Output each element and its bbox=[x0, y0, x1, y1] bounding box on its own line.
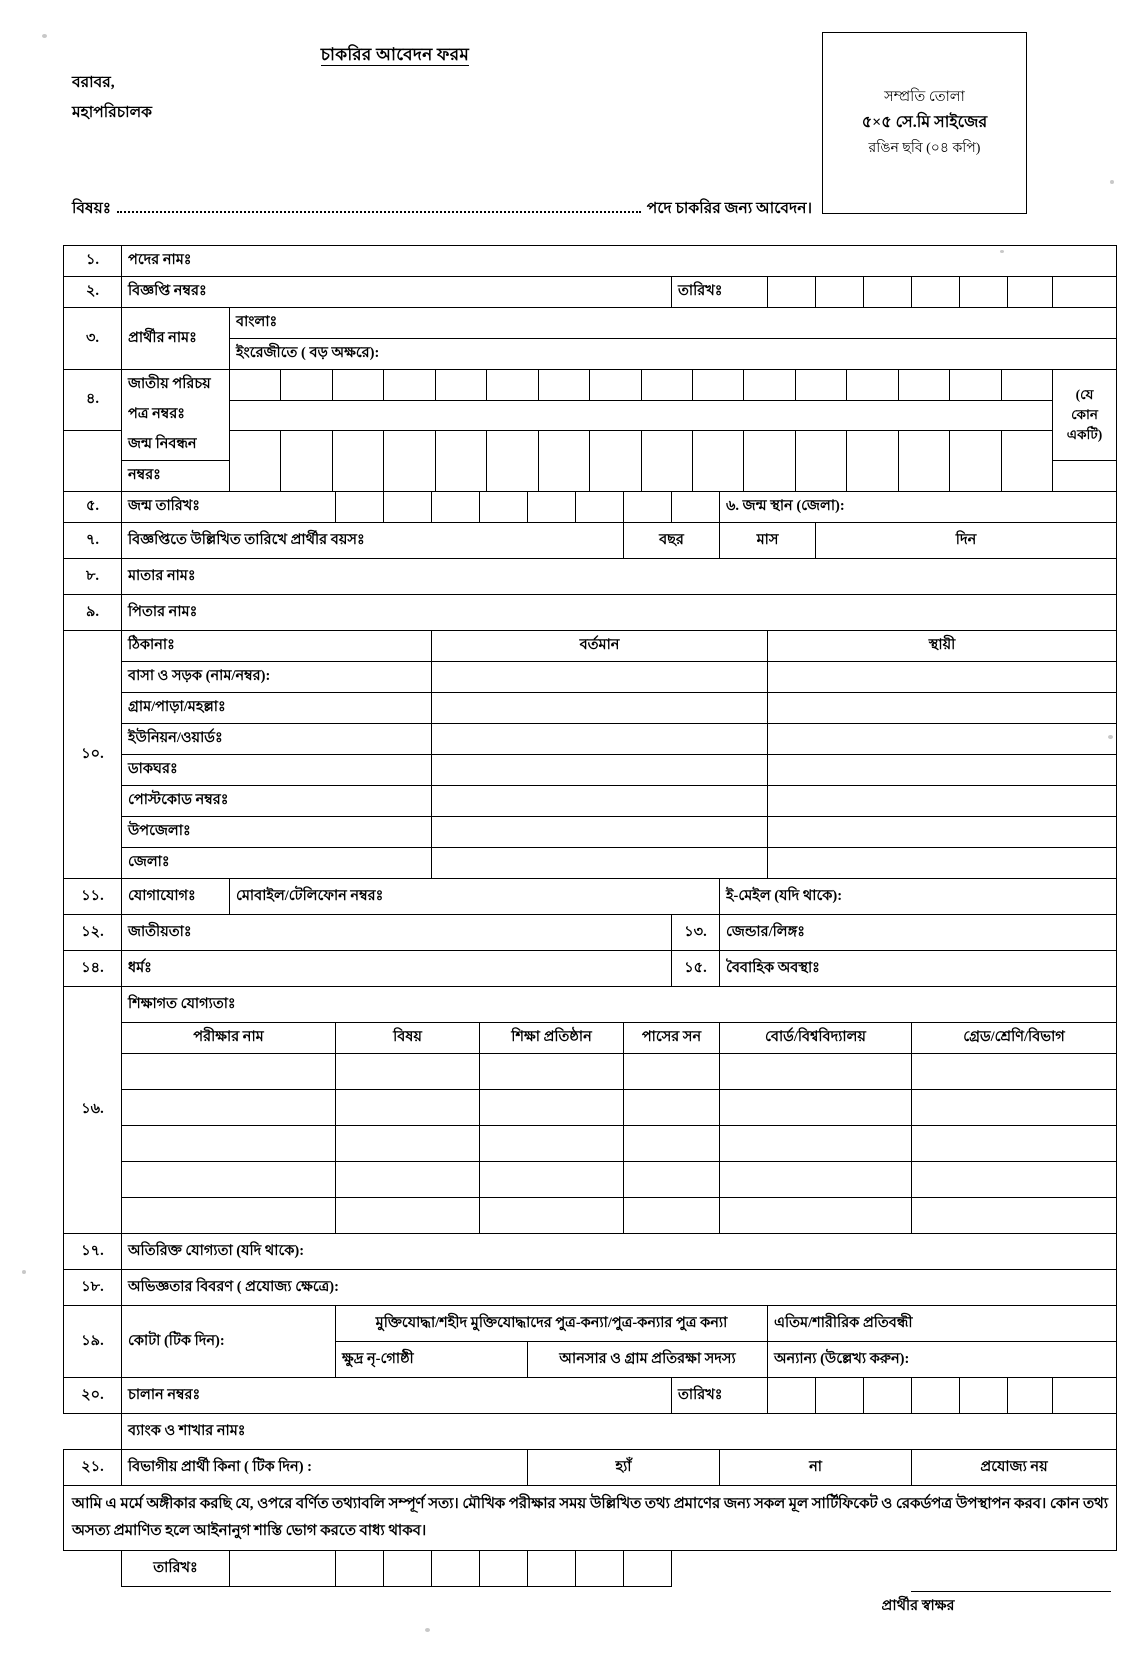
religion-field[interactable]: ধর্মঃ bbox=[122, 951, 672, 987]
email-field[interactable]: ই-মেইল (যদি থাকে): bbox=[720, 879, 1117, 915]
quota-option-other[interactable]: অন্যান্য (উল্লেখ্য করুন): bbox=[768, 1342, 1117, 1378]
education-col-subject: বিষয় bbox=[336, 1023, 480, 1054]
education-cell-passing-year[interactable] bbox=[624, 1198, 720, 1234]
education-cell-passing-year[interactable] bbox=[624, 1090, 720, 1126]
row-3-number: ৩. bbox=[64, 308, 122, 370]
education-col-exam: পরীক্ষার নাম bbox=[122, 1023, 336, 1054]
age-year-label: বছর bbox=[624, 523, 720, 559]
scan-speck bbox=[42, 34, 47, 38]
scan-speck bbox=[22, 1270, 26, 1274]
row-7-number: ৭. bbox=[64, 523, 122, 559]
departmental-option-yes[interactable]: হ্যাঁ bbox=[528, 1450, 720, 1486]
row-address-house bbox=[64, 662, 1117, 693]
addressee-line-1: বরাবর, bbox=[72, 74, 115, 91]
row-declaration bbox=[64, 1486, 1117, 1551]
row-17-number: ১৭. bbox=[64, 1234, 122, 1270]
challan-date-box[interactable] bbox=[816, 1378, 864, 1414]
education-cell-subject[interactable] bbox=[336, 1198, 480, 1234]
row-address-union bbox=[64, 724, 1117, 755]
challan-date-box[interactable] bbox=[768, 1378, 816, 1414]
page-title-text: চাকরির আবেদন ফরম bbox=[320, 45, 470, 64]
education-cell-exam[interactable] bbox=[122, 1090, 336, 1126]
either-one-note-line-2: কোন bbox=[1071, 407, 1098, 422]
row-1-number: ১. bbox=[64, 246, 122, 277]
address-label: ঠিকানাঃ bbox=[122, 631, 432, 662]
row-father-name bbox=[64, 595, 1117, 631]
address-present-value[interactable] bbox=[432, 693, 768, 724]
dob-box[interactable] bbox=[624, 492, 672, 523]
row-nationality-gender bbox=[64, 915, 1117, 951]
quota-option-orphan-disabled[interactable]: এতিম/শারীরিক প্রতিবন্ধী bbox=[768, 1306, 1117, 1342]
education-cell-board[interactable] bbox=[720, 1054, 912, 1090]
row-21-number: ২১. bbox=[64, 1450, 122, 1486]
row-address-district bbox=[64, 848, 1117, 879]
mobile-field[interactable]: মোবাইল/টেলিফোন নম্বরঃ bbox=[230, 879, 720, 915]
declaration-date-spacer bbox=[672, 1551, 1117, 1587]
declaration-date-box[interactable] bbox=[432, 1551, 480, 1587]
education-cell-passing-year[interactable] bbox=[624, 1162, 720, 1198]
education-cell-grade[interactable] bbox=[912, 1054, 1117, 1090]
education-cell-board[interactable] bbox=[720, 1198, 912, 1234]
row-13-number: ১৩. bbox=[672, 915, 720, 951]
education-table-row bbox=[64, 1162, 1117, 1198]
declaration-date-box[interactable] bbox=[480, 1551, 528, 1587]
contact-label: যোগাযোগঃ bbox=[122, 879, 230, 915]
education-cell-subject[interactable] bbox=[336, 1054, 480, 1090]
age-day-label: দিন bbox=[816, 523, 1117, 559]
address-sub-label: পোস্টকোড নম্বরঃ bbox=[122, 786, 432, 817]
dob-box[interactable] bbox=[528, 492, 576, 523]
gender-field[interactable]: জেন্ডার/লিঙ্গঃ bbox=[720, 915, 1117, 951]
education-col-board: বোর্ড/বিশ্ববিদ্যালয় bbox=[720, 1023, 912, 1054]
row-signature bbox=[64, 1587, 1117, 1623]
photo-line-2: ৫×৫ সে.মি সাইজের bbox=[861, 114, 988, 131]
row-education-heading bbox=[64, 987, 1117, 1023]
address-sub-label: ডাকঘরঃ bbox=[122, 755, 432, 786]
row-16-number: ১৬. bbox=[64, 987, 122, 1234]
row-address-header bbox=[64, 631, 1117, 662]
row-additional-qualification bbox=[64, 1234, 1117, 1270]
applicant-name-english-field[interactable]: ইংরেজীতে ( বড় অক্ষরে): bbox=[230, 339, 1117, 370]
row-departmental-candidate bbox=[64, 1450, 1117, 1486]
nid-number-boxes[interactable] bbox=[230, 370, 1053, 401]
dob-box[interactable] bbox=[432, 492, 480, 523]
row-post-name bbox=[64, 246, 1117, 277]
addressee-block bbox=[72, 68, 152, 128]
age-month-label: মাস bbox=[720, 523, 816, 559]
education-table-row bbox=[64, 1126, 1117, 1162]
signature-label: প্রার্থীর স্বাক্ষর bbox=[881, 1597, 955, 1614]
challan-date-box[interactable] bbox=[864, 1378, 912, 1414]
birth-reg-number-boxes[interactable] bbox=[230, 430, 1053, 492]
education-cell-passing-year[interactable] bbox=[624, 1054, 720, 1090]
row-5-number: ৫. bbox=[64, 492, 122, 523]
nationality-field[interactable]: জাতীয়তাঃ bbox=[122, 915, 672, 951]
mother-name-field[interactable]: মাতার নামঃ bbox=[122, 559, 1117, 595]
row-experience bbox=[64, 1270, 1117, 1306]
row-20-number: ২০. bbox=[64, 1378, 122, 1414]
education-cell-subject[interactable] bbox=[336, 1126, 480, 1162]
applicant-name-label: প্রার্থীর নামঃ bbox=[122, 308, 230, 370]
address-permanent-value[interactable] bbox=[768, 755, 1117, 786]
subject-input-dots[interactable] bbox=[117, 199, 641, 213]
address-sub-label: ইউনিয়ন/ওয়ার্ডঃ bbox=[122, 724, 432, 755]
subject-label: বিষয়ঃ bbox=[72, 200, 112, 217]
education-cell-exam[interactable] bbox=[122, 1054, 336, 1090]
education-cell-subject[interactable] bbox=[336, 1090, 480, 1126]
row-address-postcode bbox=[64, 786, 1117, 817]
address-sub-label: গ্রাম/পাড়া/মহল্লাঃ bbox=[122, 693, 432, 724]
row-name-bangla bbox=[64, 308, 1117, 339]
address-present-value[interactable] bbox=[432, 848, 768, 879]
row-19-number: ১৯. bbox=[64, 1306, 122, 1378]
bank-branch-field[interactable]: ব্যাংক ও শাখার নামঃ bbox=[122, 1414, 1117, 1450]
declaration-text: আমি এ মর্মে অঙ্গীকার করছি যে, ওপরে বর্ণিত তথ্যাবলি সম্পূর্ণ সত্য। মৌখিক পরীক্ষার সময় উল্লিখিত তথ্য প্রমাণের জন্য সকল মূল সার্টিফিকেট ও রেকর্ডপত্র উপস্থাপন করব। কোন তথ্য অসত্য প্রমাণিত হলে আইনানুগ শাস্তি ভোগ করতে বাধ্য থাকব। bbox=[64, 1486, 1117, 1551]
circular-date-box[interactable] bbox=[816, 277, 864, 308]
circular-date-box[interactable] bbox=[1008, 277, 1053, 308]
education-heading-label: শিক্ষাগত যোগ্যতাঃ bbox=[122, 987, 1117, 1023]
photo-line-1: সম্প্রতি তোলা bbox=[884, 89, 965, 105]
dob-label: জন্ম তারিখঃ bbox=[122, 492, 336, 523]
scan-speck bbox=[425, 1628, 430, 1632]
applicant-signature-area[interactable] bbox=[720, 1587, 1117, 1623]
declaration-date-box[interactable] bbox=[576, 1551, 624, 1587]
row-mother-name bbox=[64, 559, 1117, 595]
education-col-passing-year: পাসের সন bbox=[624, 1023, 720, 1054]
row-2-number: ২. bbox=[64, 277, 122, 308]
row-nid-number bbox=[64, 370, 1117, 401]
education-cell-passing-year[interactable] bbox=[624, 1126, 720, 1162]
address-permanent-value[interactable] bbox=[768, 848, 1117, 879]
row-religion-marital bbox=[64, 951, 1117, 987]
row-bank-branch bbox=[64, 1414, 1117, 1450]
photo-line-3: রঙিন ছবি (০৪ কপি) bbox=[868, 141, 981, 156]
page-title bbox=[0, 42, 790, 70]
row-challan bbox=[64, 1378, 1117, 1414]
education-cell-board[interactable] bbox=[720, 1126, 912, 1162]
either-one-note-spacer bbox=[1053, 461, 1117, 492]
row-nid-label-cont bbox=[64, 400, 1117, 430]
declaration-date-label: তারিখঃ bbox=[122, 1551, 230, 1587]
education-cell-board[interactable] bbox=[720, 1090, 912, 1126]
education-cell-grade[interactable] bbox=[912, 1162, 1117, 1198]
declaration-date-box[interactable] bbox=[230, 1551, 336, 1587]
row-10-number: ১০. bbox=[64, 631, 122, 879]
quota-option-ethnic-minority[interactable]: ক্ষুদ্র নৃ-গোষ্ঠী bbox=[336, 1342, 528, 1378]
address-sub-label: জেলাঃ bbox=[122, 848, 432, 879]
education-cell-grade[interactable] bbox=[912, 1090, 1117, 1126]
row-12-number: ১২. bbox=[64, 915, 122, 951]
birth-reg-label-line-1: জন্ম নিবন্ধন bbox=[122, 430, 230, 461]
address-sub-label: উপজেলাঃ bbox=[122, 817, 432, 848]
marital-status-field[interactable]: বৈবাহিক অবস্থাঃ bbox=[720, 951, 1117, 987]
quota-option-freedom-fighter[interactable]: মুক্তিযোদ্ধা/শহীদ মুক্তিযোদ্ধাদের পুত্র-কন্যা/পুত্র-কন্যার পুত্র কন্যা bbox=[336, 1306, 768, 1342]
departmental-option-na[interactable]: প্রযোজ্য নয় bbox=[912, 1450, 1117, 1486]
circular-number-field[interactable]: বিজ্ঞপ্তি নম্বরঃ bbox=[122, 277, 672, 308]
circular-date-label: তারিখঃ bbox=[672, 277, 768, 308]
row-11-number: ১১. bbox=[64, 879, 122, 915]
row-20-number-spacer bbox=[64, 1414, 122, 1450]
departmental-label: বিভাগীয় প্রার্থী কিনা ( টিক দিন) : bbox=[122, 1450, 528, 1486]
birth-place-field[interactable]: ৬. জন্ম স্থান (জেলা): bbox=[720, 492, 1117, 523]
row-circular-number bbox=[64, 277, 1117, 308]
education-col-institution: শিক্ষা প্রতিষ্ঠান bbox=[480, 1023, 624, 1054]
row-age bbox=[64, 523, 1117, 559]
dob-box[interactable] bbox=[480, 492, 528, 523]
birth-reg-label-line-2: নম্বরঃ bbox=[122, 461, 230, 492]
row-14-number: ১৪. bbox=[64, 951, 122, 987]
education-cell-exam[interactable] bbox=[122, 1126, 336, 1162]
photo-placeholder-box bbox=[822, 32, 1027, 214]
address-present-value[interactable] bbox=[432, 662, 768, 693]
row-4-number: ৪. bbox=[64, 370, 122, 431]
either-one-note-line-3: একটি) bbox=[1066, 427, 1103, 442]
education-cell-institution[interactable] bbox=[480, 1198, 624, 1234]
dob-box[interactable] bbox=[384, 492, 432, 523]
row-declaration-date bbox=[64, 1551, 1117, 1587]
education-table-row bbox=[64, 1090, 1117, 1126]
address-col-present: বর্তমান bbox=[432, 631, 768, 662]
experience-field[interactable]: অভিজ্ঞতার বিবরণ ( প্রযোজ্য ক্ষেত্রে): bbox=[122, 1270, 1117, 1306]
quota-option-ansar-vdp[interactable]: আনসার ও গ্রাম প্রতিরক্ষা সদস্য bbox=[528, 1342, 768, 1378]
declaration-date-box[interactable] bbox=[528, 1551, 576, 1587]
declaration-date-box[interactable] bbox=[384, 1551, 432, 1587]
row-4-number-cont-2 bbox=[64, 461, 122, 492]
row-15-number: ১৫. bbox=[672, 951, 720, 987]
address-present-value[interactable] bbox=[432, 724, 768, 755]
nid-label-line-2: পত্র নম্বরঃ bbox=[122, 400, 230, 430]
row-9-number: ৯. bbox=[64, 595, 122, 631]
dob-box[interactable] bbox=[336, 492, 384, 523]
subject-suffix: পদে চাকরির জন্য আবেদন। bbox=[646, 200, 812, 217]
scan-speck bbox=[1110, 180, 1114, 184]
declaration-date-box[interactable] bbox=[624, 1551, 672, 1587]
address-permanent-value[interactable] bbox=[768, 693, 1117, 724]
challan-date-box[interactable] bbox=[960, 1378, 1008, 1414]
row-4-number-cont bbox=[64, 430, 122, 461]
declaration-date-box[interactable] bbox=[336, 1551, 384, 1587]
education-cell-institution[interactable] bbox=[480, 1162, 624, 1198]
signature-line bbox=[911, 1591, 1111, 1592]
challan-number-field[interactable]: চালান নম্বরঃ bbox=[122, 1378, 672, 1414]
dob-box[interactable] bbox=[576, 492, 624, 523]
row-8-number: ৮. bbox=[64, 559, 122, 595]
circular-date-box[interactable] bbox=[768, 277, 816, 308]
quota-label: কোটা (টিক দিন): bbox=[122, 1306, 336, 1378]
address-permanent-value[interactable] bbox=[768, 786, 1117, 817]
address-col-permanent: স্থায়ী bbox=[768, 631, 1117, 662]
addressee-line-2: মহাপরিচালক bbox=[72, 104, 152, 121]
post-name-field[interactable]: পদের নামঃ bbox=[122, 246, 1117, 277]
address-present-value[interactable] bbox=[432, 786, 768, 817]
address-present-value[interactable] bbox=[432, 817, 768, 848]
address-permanent-value[interactable] bbox=[768, 817, 1117, 848]
address-permanent-value[interactable] bbox=[768, 662, 1117, 693]
dob-box[interactable] bbox=[672, 492, 720, 523]
signature-spacer bbox=[64, 1587, 720, 1623]
education-cell-institution[interactable] bbox=[480, 1126, 624, 1162]
challan-date-box[interactable] bbox=[912, 1378, 960, 1414]
education-table-row bbox=[64, 1198, 1117, 1234]
challan-date-label: তারিখঃ bbox=[672, 1378, 768, 1414]
main-form-table bbox=[63, 245, 1117, 1623]
nid-label-line-1: জাতীয় পরিচয় bbox=[122, 370, 230, 401]
education-cell-institution[interactable] bbox=[480, 1054, 624, 1090]
education-cell-exam[interactable] bbox=[122, 1198, 336, 1234]
education-cell-grade[interactable] bbox=[912, 1198, 1117, 1234]
row-address-upazila bbox=[64, 817, 1117, 848]
circular-date-box[interactable] bbox=[864, 277, 912, 308]
either-one-note bbox=[1053, 370, 1117, 461]
row-contact bbox=[64, 879, 1117, 915]
education-table-header-row bbox=[64, 1023, 1117, 1054]
education-cell-grade[interactable] bbox=[912, 1126, 1117, 1162]
challan-date-box[interactable] bbox=[1008, 1378, 1053, 1414]
circular-date-box[interactable] bbox=[1053, 277, 1117, 308]
age-label[interactable]: বিজ্ঞপ্তিতে উল্লিখিত তারিখে প্রার্থীর বয়সঃ bbox=[122, 523, 624, 559]
departmental-option-no[interactable]: না bbox=[720, 1450, 912, 1486]
address-present-value[interactable] bbox=[432, 755, 768, 786]
education-cell-subject[interactable] bbox=[336, 1162, 480, 1198]
row-address-village bbox=[64, 693, 1117, 724]
row-18-number: ১৮. bbox=[64, 1270, 122, 1306]
circular-date-box[interactable] bbox=[960, 277, 1008, 308]
additional-qualification-field[interactable]: অতিরিক্ত যোগ্যতা (যদি থাকে): bbox=[122, 1234, 1117, 1270]
challan-date-box[interactable] bbox=[1053, 1378, 1117, 1414]
row-address-postoffice bbox=[64, 755, 1117, 786]
row-quota-1 bbox=[64, 1306, 1117, 1342]
education-table-row bbox=[64, 1054, 1117, 1090]
education-cell-exam[interactable] bbox=[122, 1162, 336, 1198]
education-cell-board[interactable] bbox=[720, 1162, 912, 1198]
either-one-note-line-1: (যে bbox=[1075, 387, 1094, 402]
circular-date-box[interactable] bbox=[912, 277, 960, 308]
address-sub-label: বাসা ও সড়ক (নাম/নম্বর): bbox=[122, 662, 432, 693]
education-col-grade: গ্রেড/শ্রেণি/বিভাগ bbox=[912, 1023, 1117, 1054]
row-birth-registration bbox=[64, 430, 1117, 461]
education-cell-institution[interactable] bbox=[480, 1090, 624, 1126]
subject-line bbox=[72, 196, 812, 222]
father-name-field[interactable]: পিতার নামঃ bbox=[122, 595, 1117, 631]
row-dob-birthplace bbox=[64, 492, 1117, 523]
declaration-spacer bbox=[64, 1551, 122, 1587]
address-permanent-value[interactable] bbox=[768, 724, 1117, 755]
applicant-name-bangla-field[interactable]: বাংলাঃ bbox=[230, 308, 1117, 339]
